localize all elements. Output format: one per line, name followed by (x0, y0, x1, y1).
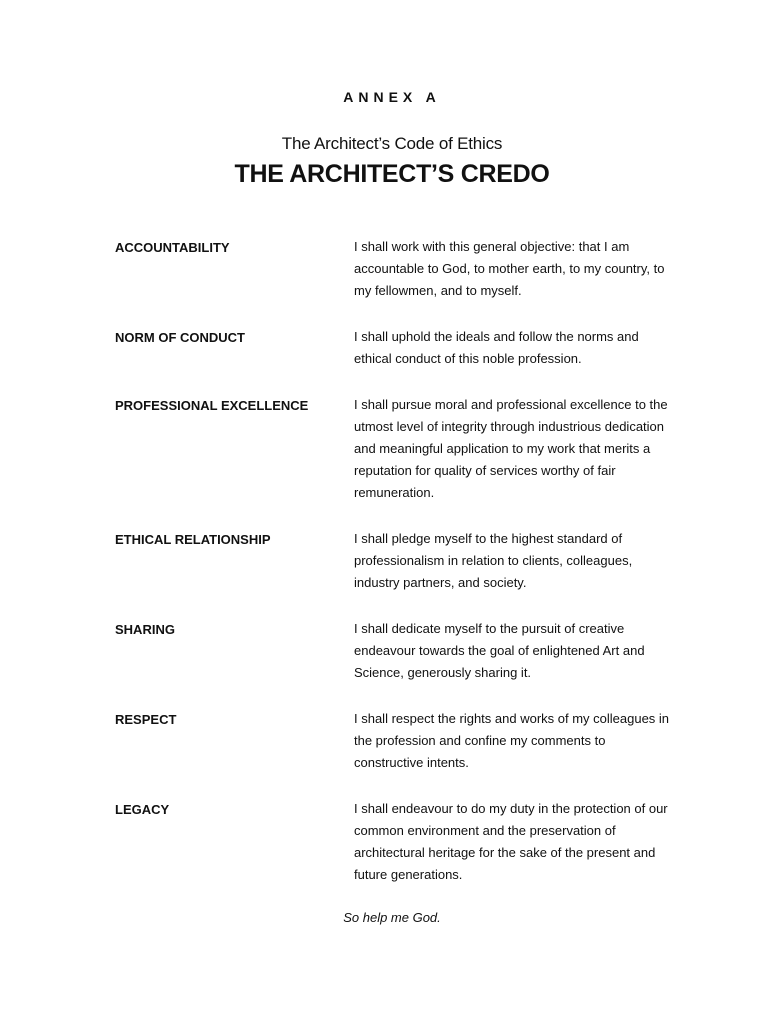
credo-entry-ethical-relationship (115, 528, 685, 594)
credo-label: RESPECT (115, 712, 177, 727)
closing-line: So help me God. (343, 910, 441, 925)
credo-text: I shall uphold the ideals and follow the norms and ethical conduct of this noble profession. (354, 329, 639, 366)
annex-label: ANNEX A (343, 89, 441, 105)
credo-text: I shall endeavour to do my duty in the protection of our common environment and the preservation of architectural heritage for the sake of the present and future generations. (354, 801, 668, 882)
document-subtitle: The Architect’s Code of Ethics (281, 134, 503, 153)
credo-entry-legacy (115, 798, 685, 886)
credo-label: ETHICAL RELATIONSHIP (115, 532, 271, 547)
credo-entry-norm-of-conduct (115, 326, 685, 370)
credo-text: I shall respect the rights and works of my colleagues in the profession and confine my comments to constructive intents. (354, 711, 670, 770)
credo-label: LEGACY (115, 802, 170, 817)
credo-entry-sharing (115, 618, 685, 684)
credo-text: I shall pledge myself to the highest standard of professionalism in relation to clients, colleagues, industry partners, and society. (354, 531, 633, 590)
credo-entry-accountability (115, 236, 685, 302)
credo-text: I shall dedicate myself to the pursuit of creative endeavour towards the goal of enlightened Art and Science, generously sharing it. (354, 621, 645, 680)
credo-label: NORM OF CONDUCT (115, 330, 245, 345)
credo-label: PROFESSIONAL EXCELLENCE (115, 398, 309, 413)
document-title: THE ARCHITECT’S CREDO (234, 160, 550, 188)
credo-label: SHARING (115, 622, 175, 637)
credo-entry-respect (115, 708, 685, 774)
credo-text: I shall work with this general objective: that I am accountable to God, to mother earth, to my country, to my fellowmen, and to myself. (354, 239, 665, 298)
credo-entry-professional-excellence (115, 394, 685, 504)
credo-list (115, 236, 685, 886)
credo-label: ACCOUNTABILITY (115, 240, 230, 255)
credo-text: I shall pursue moral and professional excellence to the utmost level of integrity through industrious dedication and meaningful application to my work that merits a reputation for quality of services worthy of fair remuneration. (354, 397, 668, 500)
